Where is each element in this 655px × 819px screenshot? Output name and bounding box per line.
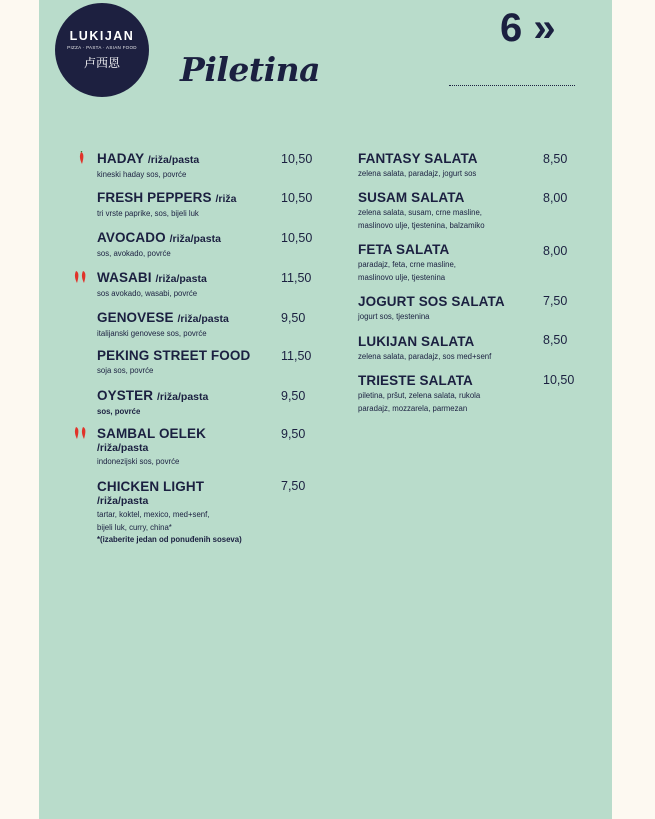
item-price: 10,50 (281, 152, 313, 166)
item-price: 8,50 (543, 333, 568, 347)
item-name: FETA SALATA (358, 242, 450, 257)
item-description: kineski haday sos, povrće (97, 170, 187, 179)
item-price: 9,50 (281, 427, 306, 441)
item-price: 7,50 (543, 294, 568, 308)
item-description: indonezijski sos, povrće (97, 457, 180, 466)
item-price: 10,50 (281, 191, 313, 205)
item-description: soja sos, povrće (97, 366, 154, 375)
dotted-divider (449, 85, 575, 86)
item-name: OYSTER /riža/pasta (97, 388, 209, 403)
item-description: paradajz, feta, crne masline, (358, 260, 456, 269)
item-description: zelena salata, susam, crne masline, (358, 208, 482, 217)
item-description-2: paradajz, mozzarela, parmezan (358, 403, 468, 413)
chili-pepper-icon (76, 151, 90, 165)
item-name: FANTASY SALATA (358, 151, 478, 166)
item-description-2: maslinovo ulje, tjestenina (358, 272, 446, 282)
item-description-2: bijeli luk, curry, china* (97, 522, 172, 532)
item-price: 11,50 (281, 349, 312, 363)
item-name: HADAY /riža/pasta (97, 151, 200, 166)
item-price: 10,50 (281, 231, 313, 245)
item-description: piletina, pršut, zelena salata, rukola (358, 391, 481, 400)
item-name: SAMBAL OELEK (97, 426, 206, 441)
logo (55, 3, 149, 97)
item-description-2: maslinovo ulje, tjestenina, balzamiko (358, 220, 485, 230)
item-description: tartar, koktel, mexico, med+senf, (97, 510, 210, 519)
item-price: 8,50 (543, 152, 568, 166)
item-name: LUKIJAN SALATA (358, 334, 475, 349)
item-price: 11,50 (281, 271, 312, 285)
item-price: 8,00 (543, 244, 568, 258)
item-description: sos avokado, wasabi, povrće (97, 289, 198, 298)
item-name: GENOVESE /riža/pasta (97, 310, 229, 325)
item-description: sos, povrće (97, 407, 141, 416)
logo-brand: LUKIJAN (69, 29, 135, 43)
item-price: 9,50 (281, 311, 306, 325)
item-name: JOGURT SOS SALATA (358, 294, 505, 309)
item-price: 9,50 (281, 389, 306, 403)
item-name: PEKING STREET FOOD (97, 348, 251, 363)
item-description: italijanski genovese sos, povrće (97, 329, 207, 338)
section-title: Piletina (180, 50, 321, 89)
item-description: zelena salata, paradajz, sos med+senf (358, 352, 492, 361)
item-name: TRIESTE SALATA (358, 373, 473, 388)
item-note: *(izaberite jedan od ponuđenih soseva) (97, 535, 242, 544)
item-description: zelena salata, paradajz, jogurt sos (358, 169, 477, 178)
item-description: tri vrste paprike, sos, bijeli luk (97, 209, 199, 218)
item-name: AVOCADO /riža/pasta (97, 230, 221, 245)
logo-tagline: PIZZA · PASTA · ASIAN FOOD (67, 45, 137, 50)
logo-chinese: 卢西恩 (83, 56, 120, 70)
chili-pepper-icon (73, 270, 87, 284)
item-option: /riža/pasta (97, 495, 149, 507)
chili-pepper-icon (73, 426, 87, 440)
page-number: 6 » (500, 6, 556, 50)
item-price: 10,50 (543, 373, 575, 387)
item-description: jogurt sos, tjestenina (358, 312, 430, 321)
item-price: 7,50 (281, 479, 306, 493)
item-price: 8,00 (543, 191, 568, 205)
item-description: sos, avokado, povrće (97, 249, 171, 258)
item-name: SUSAM SALATA (358, 190, 465, 205)
item-name: FRESH PEPPERS /riža (97, 190, 237, 205)
item-name: CHICKEN LIGHT (97, 479, 205, 494)
item-option: /riža/pasta (97, 442, 149, 454)
item-name: WASABI /riža/pasta (97, 270, 207, 285)
